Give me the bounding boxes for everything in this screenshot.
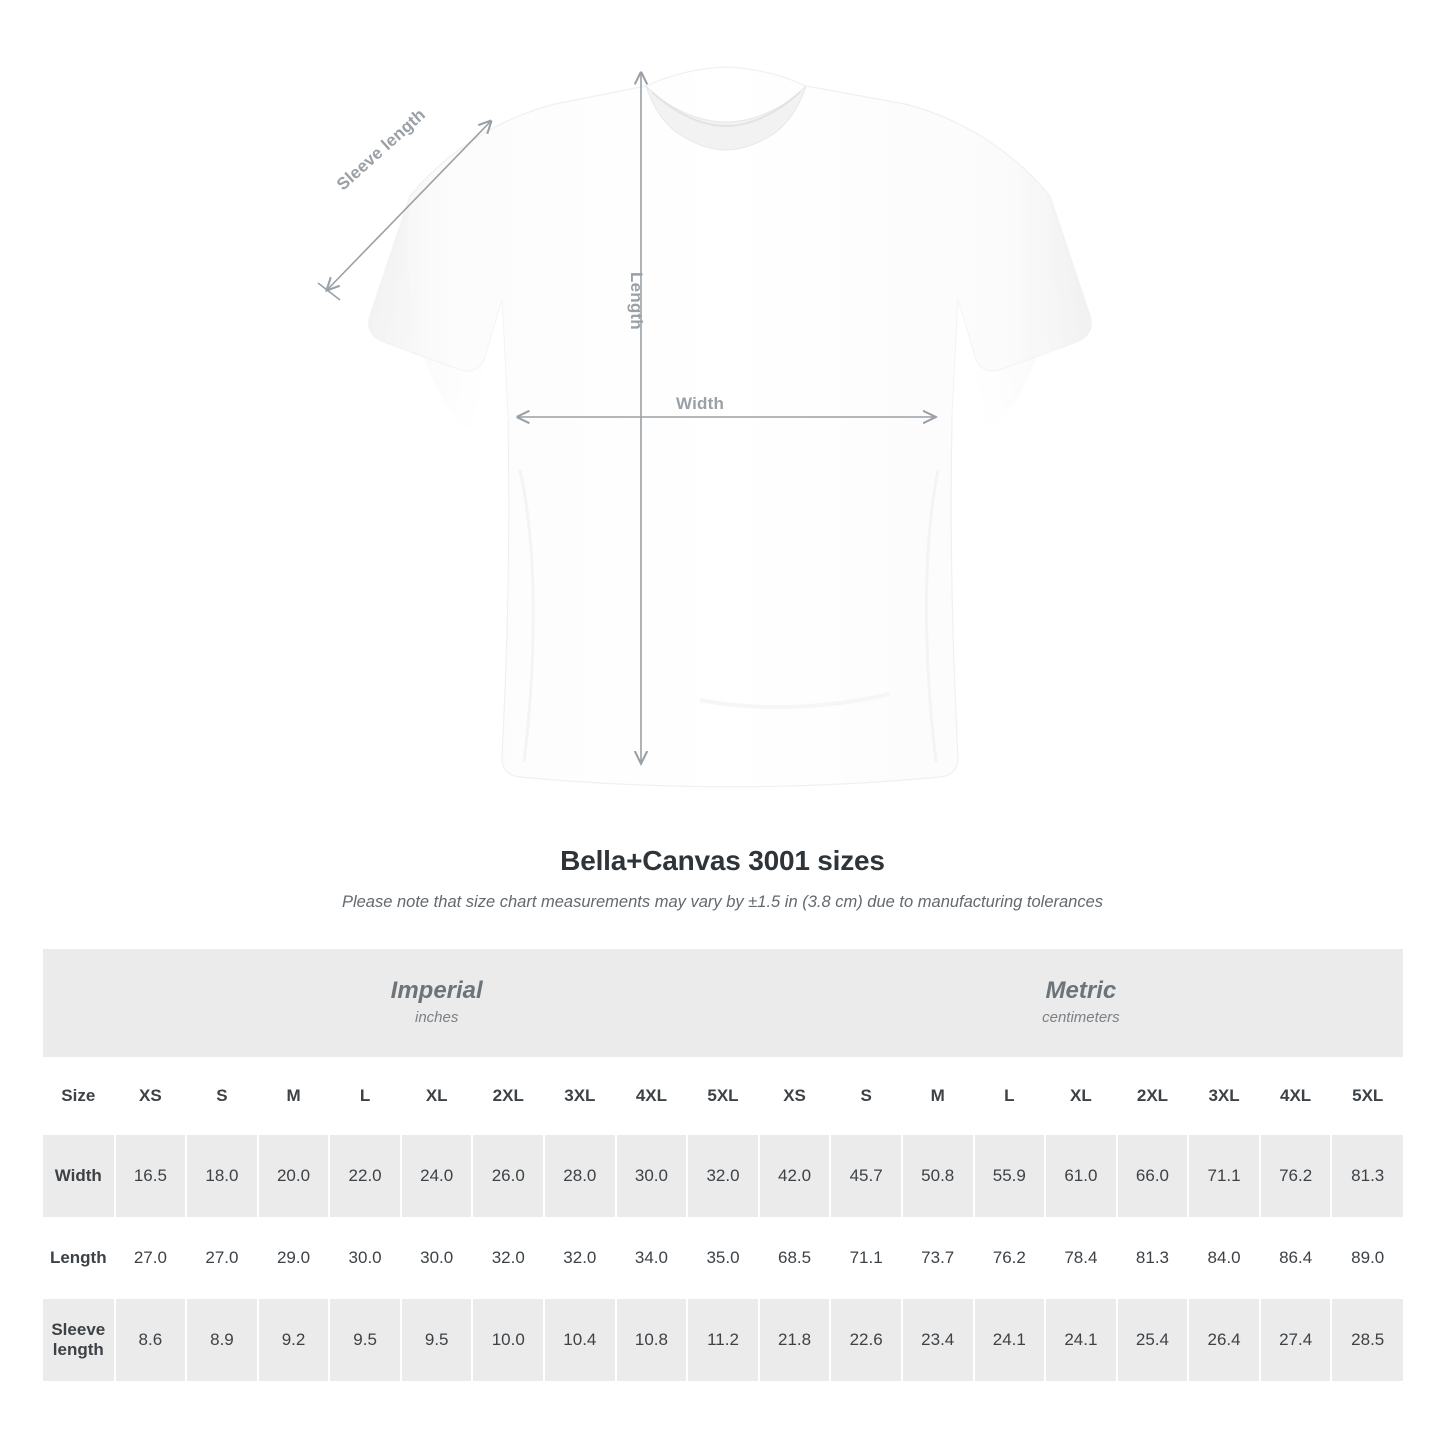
cell-width-metric-s: 45.7 [830,1135,902,1217]
size-col-imperial-xl: XL [401,1057,473,1135]
size-col-imperial-5xl: 5XL [687,1057,759,1135]
size-col-metric-xl: XL [1045,1057,1117,1135]
cell-length-imperial-xs: 27.0 [115,1217,187,1299]
table-row [43,1135,1403,1217]
shirt-body [369,67,1091,787]
size-col-imperial-l: L [329,1057,401,1135]
cell-length-imperial-l: 30.0 [329,1217,401,1299]
cell-length-imperial-5xl: 35.0 [687,1217,759,1299]
cell-length-imperial-xl: 30.0 [401,1217,473,1299]
cell-sleeve-imperial-xs: 8.6 [115,1299,187,1381]
cell-length-imperial-s: 27.0 [186,1217,258,1299]
size-col-imperial-2xl: 2XL [472,1057,544,1135]
size-col-imperial-xs: XS [115,1057,187,1135]
size-col-imperial-s: S [186,1057,258,1135]
cell-width-imperial-5xl: 32.0 [687,1135,759,1217]
unit-header-metric [759,949,1403,1057]
cell-sleeve-imperial-l: 9.5 [329,1299,401,1381]
cell-sleeve-imperial-3xl: 10.4 [544,1299,616,1381]
cell-length-metric-5xl: 89.0 [1331,1217,1403,1299]
size-col-imperial-4xl: 4XL [616,1057,688,1135]
cell-length-imperial-2xl: 32.0 [472,1217,544,1299]
cell-length-imperial-3xl: 32.0 [544,1217,616,1299]
size-col-metric-xs: XS [759,1057,831,1135]
cell-width-metric-xs: 42.0 [759,1135,831,1217]
cell-width-imperial-2xl: 26.0 [472,1135,544,1217]
cell-sleeve-metric-2xl: 25.4 [1117,1299,1189,1381]
size-chart-table-wrap [43,949,1403,1381]
cell-width-metric-l: 55.9 [974,1135,1046,1217]
row-label-sleeve-length: Sleeve length [43,1299,115,1381]
cell-length-imperial-4xl: 34.0 [616,1217,688,1299]
row-label-width: Width [43,1135,115,1217]
cell-sleeve-imperial-xl: 9.5 [401,1299,473,1381]
size-col-imperial-3xl: 3XL [544,1057,616,1135]
cell-width-imperial-s: 18.0 [186,1135,258,1217]
row-label-length: Length [43,1217,115,1299]
unit-corner-cell [43,949,115,1057]
cell-sleeve-metric-xl: 24.1 [1045,1299,1117,1381]
cell-sleeve-metric-s: 22.6 [830,1299,902,1381]
cell-width-imperial-4xl: 30.0 [616,1135,688,1217]
cell-width-metric-4xl: 76.2 [1260,1135,1332,1217]
cell-width-metric-3xl: 71.1 [1188,1135,1260,1217]
cell-width-metric-m: 50.8 [902,1135,974,1217]
cell-length-metric-l: 76.2 [974,1217,1046,1299]
cell-sleeve-imperial-s: 8.9 [186,1299,258,1381]
cell-width-imperial-m: 20.0 [258,1135,330,1217]
unit-name-metric: Metric [1045,977,1117,1004]
cell-width-imperial-l: 22.0 [329,1135,401,1217]
cell-length-metric-3xl: 84.0 [1188,1217,1260,1299]
size-chart-table [43,949,1403,1381]
cell-sleeve-metric-m: 23.4 [902,1299,974,1381]
table-row [43,1299,1403,1381]
width-label: Width [676,394,725,413]
cell-width-metric-2xl: 66.0 [1117,1135,1189,1217]
cell-sleeve-imperial-5xl: 11.2 [687,1299,759,1381]
cell-sleeve-metric-xs: 21.8 [759,1299,831,1381]
unit-header-imperial [115,949,759,1057]
size-col-metric-s: S [830,1057,902,1135]
cell-length-metric-xl: 78.4 [1045,1217,1117,1299]
cell-sleeve-imperial-m: 9.2 [258,1299,330,1381]
size-col-metric-2xl: 2XL [1117,1057,1189,1135]
unit-header-row [43,949,1403,1057]
page-title: Bella+Canvas 3001 sizes [560,845,885,876]
length-label: Length [627,272,646,330]
size-header-row [43,1057,1403,1135]
title-block [0,845,1445,912]
unit-name-imperial: Imperial [390,977,483,1004]
cell-width-imperial-3xl: 28.0 [544,1135,616,1217]
size-col-metric-5xl: 5XL [1331,1057,1403,1135]
cell-width-metric-5xl: 81.3 [1331,1135,1403,1217]
sleeve-length-label: Sleeve length [333,104,430,195]
cell-sleeve-imperial-4xl: 10.8 [616,1299,688,1381]
size-col-metric-l: L [974,1057,1046,1135]
cell-sleeve-metric-5xl: 28.5 [1331,1299,1403,1381]
tolerance-note: Please note that size chart measurements may vary by ±1.5 in (3.8 cm) due to manufacturing tolerances [341,893,1104,911]
cell-width-imperial-xl: 24.0 [401,1135,473,1217]
cell-length-metric-4xl: 86.4 [1260,1217,1332,1299]
cell-sleeve-metric-4xl: 27.4 [1260,1299,1332,1381]
cell-width-imperial-xs: 16.5 [115,1135,187,1217]
size-col-imperial-m: M [258,1057,330,1135]
cell-length-metric-2xl: 81.3 [1117,1217,1189,1299]
size-col-metric-4xl: 4XL [1260,1057,1332,1135]
unit-sub-metric: centimeters [1042,1009,1120,1026]
size-header-label: Size [43,1057,115,1135]
cell-length-imperial-m: 29.0 [258,1217,330,1299]
cell-length-metric-m: 73.7 [902,1217,974,1299]
cell-sleeve-metric-3xl: 26.4 [1188,1299,1260,1381]
size-col-metric-m: M [902,1057,974,1135]
cell-sleeve-imperial-2xl: 10.0 [472,1299,544,1381]
table-row [43,1217,1403,1299]
cell-width-metric-xl: 61.0 [1045,1135,1117,1217]
cell-length-metric-xs: 68.5 [759,1217,831,1299]
cell-sleeve-metric-l: 24.1 [974,1299,1046,1381]
unit-sub-imperial: inches [415,1009,459,1026]
cell-length-metric-s: 71.1 [830,1217,902,1299]
size-col-metric-3xl: 3XL [1188,1057,1260,1135]
